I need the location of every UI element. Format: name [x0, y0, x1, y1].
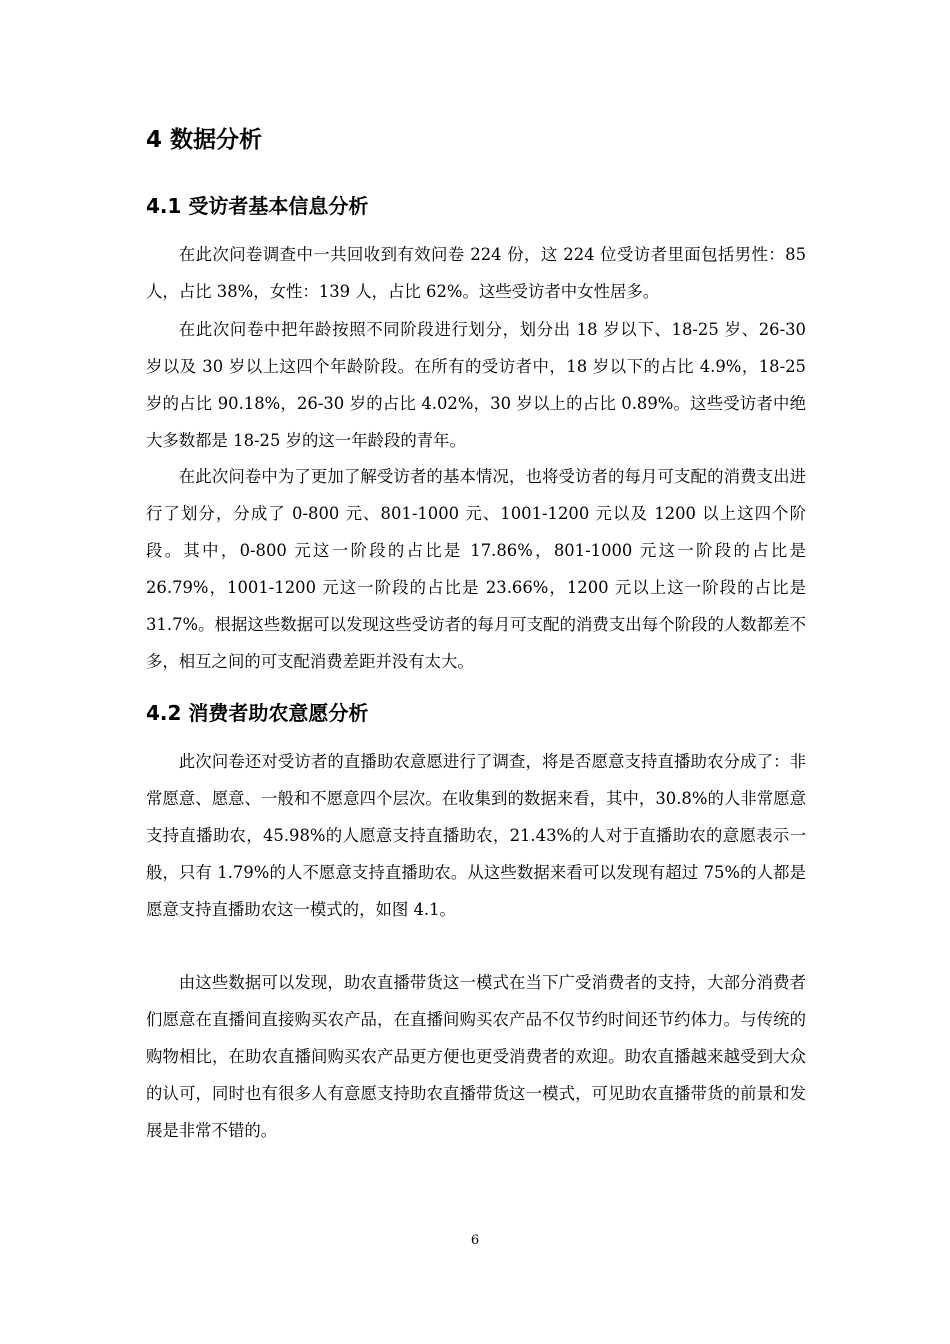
section-title-4-2: 4.2 消费者助农意愿分析: [146, 701, 369, 725]
paragraph-spending: 在此次问卷中为了更加了解受访者的基本情况，也将受访者的每月可支配的消费支出进行了划分，分成了 0-800 元、801-1000 元、1001-1200 元以及 1200 以上这四个阶段。其中，0-800 元这一阶段的占比是 17.86%，801-1000 元这一阶段的占比是 26.79%，1001-1200 元这一阶段的占比是 23.66%，1200 元以上这一阶段的占比是 31.7%。根据这些数据可以发现这些受访者的每月可支配的消费支出每个阶段的人数都差不多，相互之间的可支配消费差距并没有太大。: [146, 467, 806, 671]
paragraph-conclusion: 由这些数据可以发现，助农直播带货这一模式在当下广受消费者的支持，大部分消费者们愿意在直播间直接购买农产品，在直播间购买农产品不仅节约时间还节约体力。与传统的购物相比，在助农直播间购买农产品更方便也更受消费者的欢迎。助农直播越来越受到大众的认可，同时也有很多人有意愿支持助农直播带货这一模式，可见助农直播带货的前景和发展是非常不错的。: [146, 973, 806, 1140]
paragraph-age: 在此次问卷中把年龄按照不同阶段进行划分，划分出 18 岁以下、18-25 岁、26-30 岁以及 30 岁以上这四个年龄阶段。在所有的受访者中，18 岁以下的占比 4.9%，18-25 岁的占比 90.18%，26-30 岁的占比 4.02%，30 岁以上的占比 0.89%。这些受访者中绝大多数都是 18-25 岁的这一年龄段的青年。: [146, 320, 806, 450]
paragraph-gender: 在此次问卷调查中一共回收到有效问卷 224 份，这 224 位受访者里面包括男性：85 人，占比 38%，女性：139 人，占比 62%。这些受访者中女性居多。: [146, 245, 806, 301]
paragraph-willingness: 此次问卷还对受访者的直播助农意愿进行了调查，将是否愿意支持直播助农分成了：非常愿意、愿意、一般和不愿意四个层次。在收集到的数据来看，其中，30.8%的人非常愿意支持直播助农，45.98%的人愿意支持直播助农，21.43%的人对于直播助农的意愿表示一般，只有 1.79%的人不愿意支持直播助农。从这些数据来看可以发现有超过 75%的人都是愿意支持直播助农这一模式的，如图 4.1。: [146, 752, 806, 919]
chapter-title: 4 数据分析: [146, 127, 263, 153]
page-number: 6: [470, 1233, 480, 1248]
section-title-4-1: 4.1 受访者基本信息分析: [146, 194, 369, 218]
